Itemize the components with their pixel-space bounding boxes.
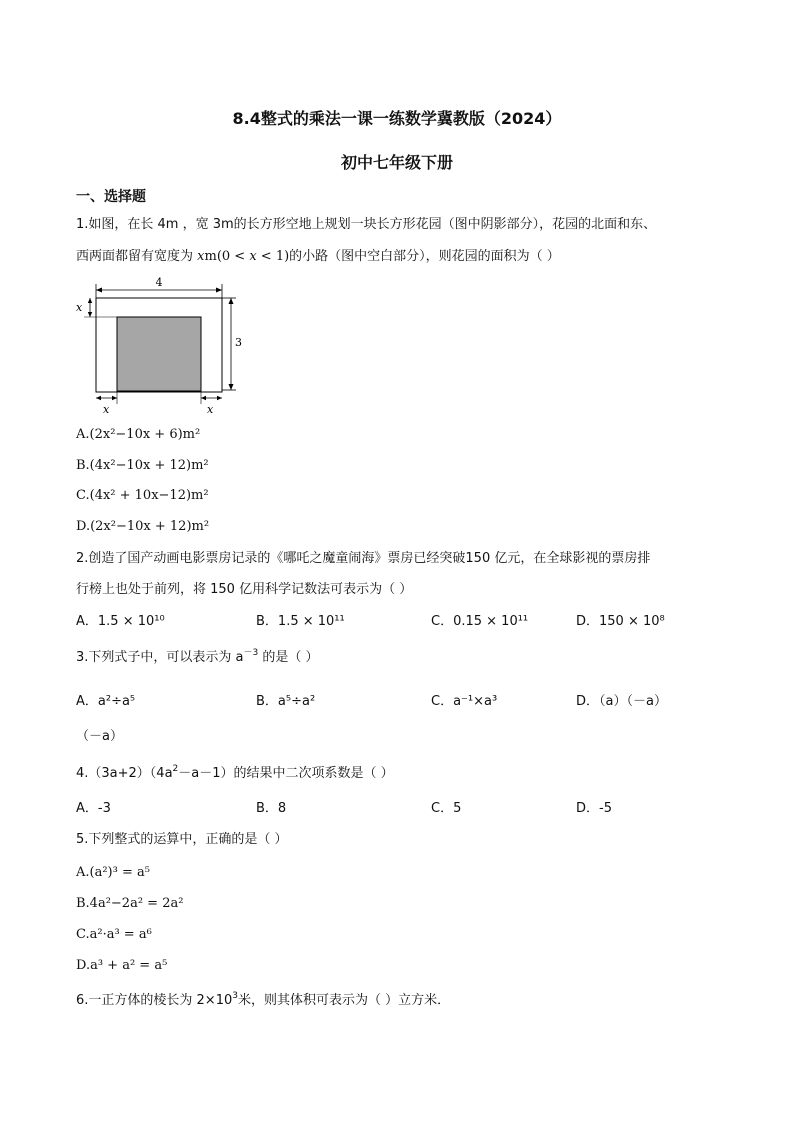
q1-stem-line2-post: 的小路（图中空白部分），则花园的面积为（ ） bbox=[289, 249, 560, 264]
q4-option-b[interactable]: B．8 bbox=[256, 801, 287, 816]
q5-option-c[interactable]: C.a²·a³ = a⁶ bbox=[76, 927, 152, 942]
document-subtitle: 初中七年级下册 bbox=[340, 153, 453, 172]
q3-stem-exp: －3 bbox=[243, 648, 259, 658]
q1-figure bbox=[70, 272, 250, 418]
document-title: 8.4整式的乘法一课一练数学冀教版（2024） bbox=[232, 109, 562, 128]
q1-option-b[interactable]: B.(4x²−10x + 12)m² bbox=[76, 458, 209, 473]
q6-stem-post: 米，则其体积可表示为（ ）立方米． bbox=[237, 993, 451, 1008]
q2-option-b[interactable]: B．1.5 × 10¹¹ bbox=[256, 614, 345, 629]
q4-option-c[interactable]: C．5 bbox=[431, 801, 462, 816]
q3-stem bbox=[76, 649, 319, 667]
q1-stem-line1: 1.如图，在长 4m ，宽 3m的长方形空地上规划一块长方形花园（图中阴影部分），花园的北面和东、 bbox=[76, 217, 657, 232]
q1-option-d[interactable]: D.(2x²−10x + 12)m² bbox=[76, 519, 210, 534]
q3-option-a[interactable]: A．a²÷a⁵ bbox=[76, 694, 136, 709]
q3-option-b[interactable]: B．a⁵÷a² bbox=[256, 694, 316, 709]
garden-shaded-rectangle bbox=[117, 317, 201, 391]
q2-stem-line1: 2.创造了国产动画电影票房记录的《哪吒之魔童闹海》票房已经突破150 亿元，在全球影视的票房排 bbox=[76, 551, 651, 566]
q3-option-c[interactable]: C．a⁻¹×a³ bbox=[431, 694, 498, 709]
dimension-label-bottom-right-x: x bbox=[207, 403, 214, 416]
q4-option-a[interactable]: A．-3 bbox=[76, 801, 111, 816]
q2-option-c[interactable]: C．0.15 × 10¹¹ bbox=[431, 614, 529, 629]
dimension-label-bottom-left-x: x bbox=[103, 403, 110, 416]
q1-stem-line2-pre: 西两面都留有宽度为 bbox=[76, 249, 198, 264]
q4-stem-exp: 2 bbox=[172, 764, 179, 774]
q3-option-d-continued: （－a） bbox=[76, 729, 123, 744]
q3-stem-pre: 3.下列式子中，可以表示为 a bbox=[76, 650, 244, 665]
q6-stem-pre: 6.一正方体的棱长为 2×10 bbox=[76, 993, 233, 1008]
dimension-label-top: 4 bbox=[155, 276, 163, 289]
q1-option-c[interactable]: C.(4x² + 10x−12)m² bbox=[76, 488, 209, 503]
q2-option-d[interactable]: D．150 × 10⁸ bbox=[576, 614, 665, 629]
q4-stem-post: －a－1）的结果中二次项系数是（ ） bbox=[178, 766, 394, 781]
q3-option-d[interactable]: D．（a）（－a） bbox=[576, 694, 667, 709]
section-heading: 一、选择题 bbox=[76, 189, 146, 205]
q5-option-d[interactable]: D.a³ + a² = a⁵ bbox=[76, 958, 168, 973]
q6-stem-exp: 3 bbox=[232, 991, 238, 1001]
q5-option-a[interactable]: A.(a²)³ = a⁵ bbox=[76, 865, 150, 880]
q3-stem-post: 的是（ ） bbox=[258, 650, 319, 665]
q1-var-x: x bbox=[197, 249, 205, 264]
q4-option-d[interactable]: D．-5 bbox=[576, 801, 612, 816]
q2-option-a[interactable]: A．1.5 × 10¹⁰ bbox=[76, 614, 165, 629]
q4-stem bbox=[76, 765, 394, 783]
q1-cond: (0 < bbox=[216, 249, 250, 264]
q1-var-x-2: x bbox=[249, 249, 257, 264]
q1-cond-2: < 1) bbox=[256, 249, 290, 264]
q5-option-b[interactable]: B.4a²−2a² = 2a² bbox=[76, 896, 184, 911]
q1-stem-line2 bbox=[76, 248, 560, 266]
q2-stem-line2: 行榜上也处于前列，将 150 亿用科学记数法可表示为（ ） bbox=[76, 582, 413, 597]
dimension-label-left-x: x bbox=[76, 301, 83, 314]
q4-stem-pre: 4.（3a+2）（4a bbox=[76, 766, 173, 781]
q1-option-a[interactable]: A.(2x²−10x + 6)m² bbox=[76, 427, 201, 442]
dimension-label-right: 3 bbox=[235, 336, 242, 349]
q6-stem bbox=[76, 992, 450, 1010]
q1-unit: m bbox=[204, 249, 217, 264]
q5-stem: 5.下列整式的运算中，正确的是（ ） bbox=[76, 832, 288, 847]
